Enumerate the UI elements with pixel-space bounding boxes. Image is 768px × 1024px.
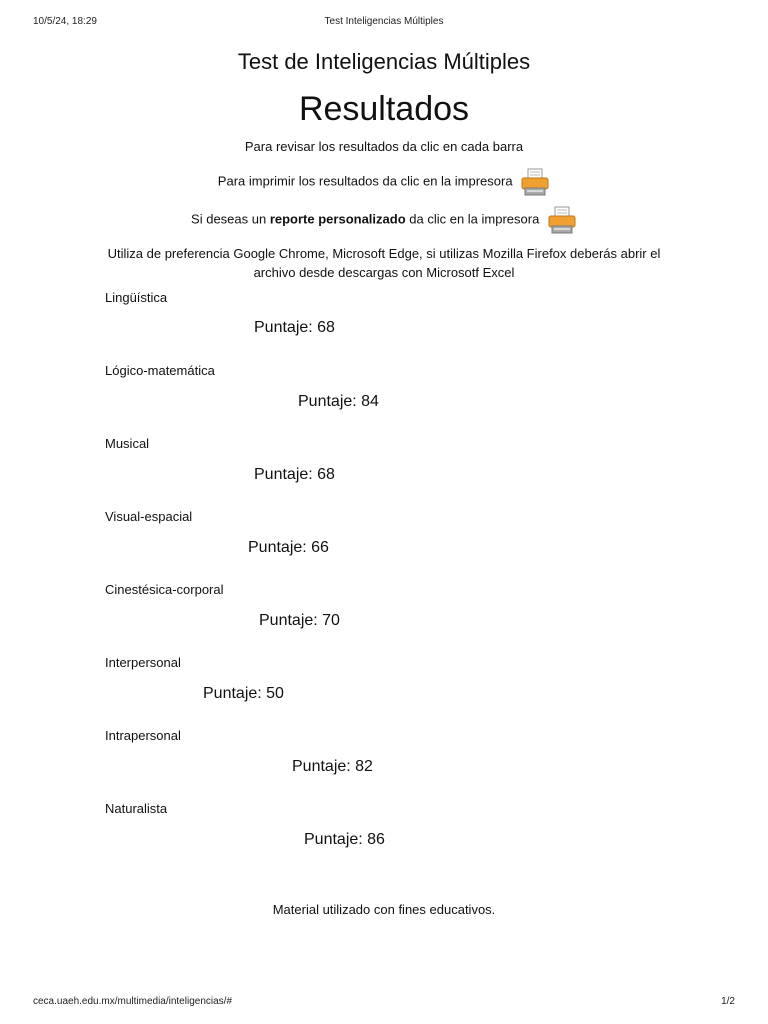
score-bar[interactable]: Puntaje: 86 bbox=[304, 831, 385, 848]
category-label: Visual-espacial bbox=[105, 509, 193, 524]
report-instruction-row bbox=[0, 206, 768, 234]
print-instruction-text: Para imprimir los resultados da clic en la impresora bbox=[217, 173, 513, 189]
print-url: ceca.uaeh.edu.mx/multimedia/inteligencias/# bbox=[33, 996, 232, 1007]
category-label: Intrapersonal bbox=[105, 728, 181, 743]
printer-icon[interactable] bbox=[520, 168, 550, 196]
browser-note: Utiliza de preferencia Google Chrome, Microsoft Edge, si utilizas Mozilla Firefox deberás abrir el archivo desde descargas con Microsotf Excel bbox=[107, 246, 661, 280]
report-instruction-prefix: Si deseas un bbox=[191, 211, 270, 227]
score-bar[interactable]: Puntaje: 68 bbox=[254, 466, 335, 483]
report-printer-icon[interactable] bbox=[547, 206, 577, 234]
category-label: Naturalista bbox=[105, 801, 168, 816]
score-bar[interactable]: Puntaje: 82 bbox=[292, 758, 373, 775]
report-instruction-bold: reporte personalizado bbox=[269, 211, 406, 227]
footer-note: Material utilizado con fines educativos. bbox=[272, 902, 496, 917]
print-page-number: 1/2 bbox=[721, 996, 735, 1007]
review-instruction: Para revisar los resultados da clic en cada barra bbox=[244, 139, 524, 154]
print-instruction-row bbox=[0, 168, 768, 196]
score-bar[interactable]: Puntaje: 70 bbox=[259, 612, 340, 629]
score-bar[interactable]: Puntaje: 50 bbox=[203, 685, 284, 702]
category-label: Musical bbox=[105, 436, 150, 451]
category-label: Interpersonal bbox=[105, 655, 181, 670]
print-datetime: 10/5/24, 18:29 bbox=[33, 16, 97, 27]
category-label: Cinestésica-corporal bbox=[105, 582, 224, 597]
page-title: Test de Inteligencias Múltiples bbox=[237, 49, 531, 74]
results-heading: Resultados bbox=[298, 90, 470, 128]
category-label: Lógico-matemática bbox=[105, 363, 215, 378]
score-bar[interactable]: Puntaje: 84 bbox=[298, 393, 379, 410]
report-instruction-suffix: da clic en la impresora bbox=[405, 211, 540, 227]
print-doc-title: Test Inteligencias Múltiples bbox=[324, 16, 444, 27]
score-bar[interactable]: Puntaje: 68 bbox=[254, 319, 335, 336]
print-header bbox=[33, 16, 735, 30]
category-label: Lingüística bbox=[105, 290, 168, 305]
score-bar[interactable]: Puntaje: 66 bbox=[248, 539, 329, 556]
print-footer bbox=[33, 996, 735, 1010]
